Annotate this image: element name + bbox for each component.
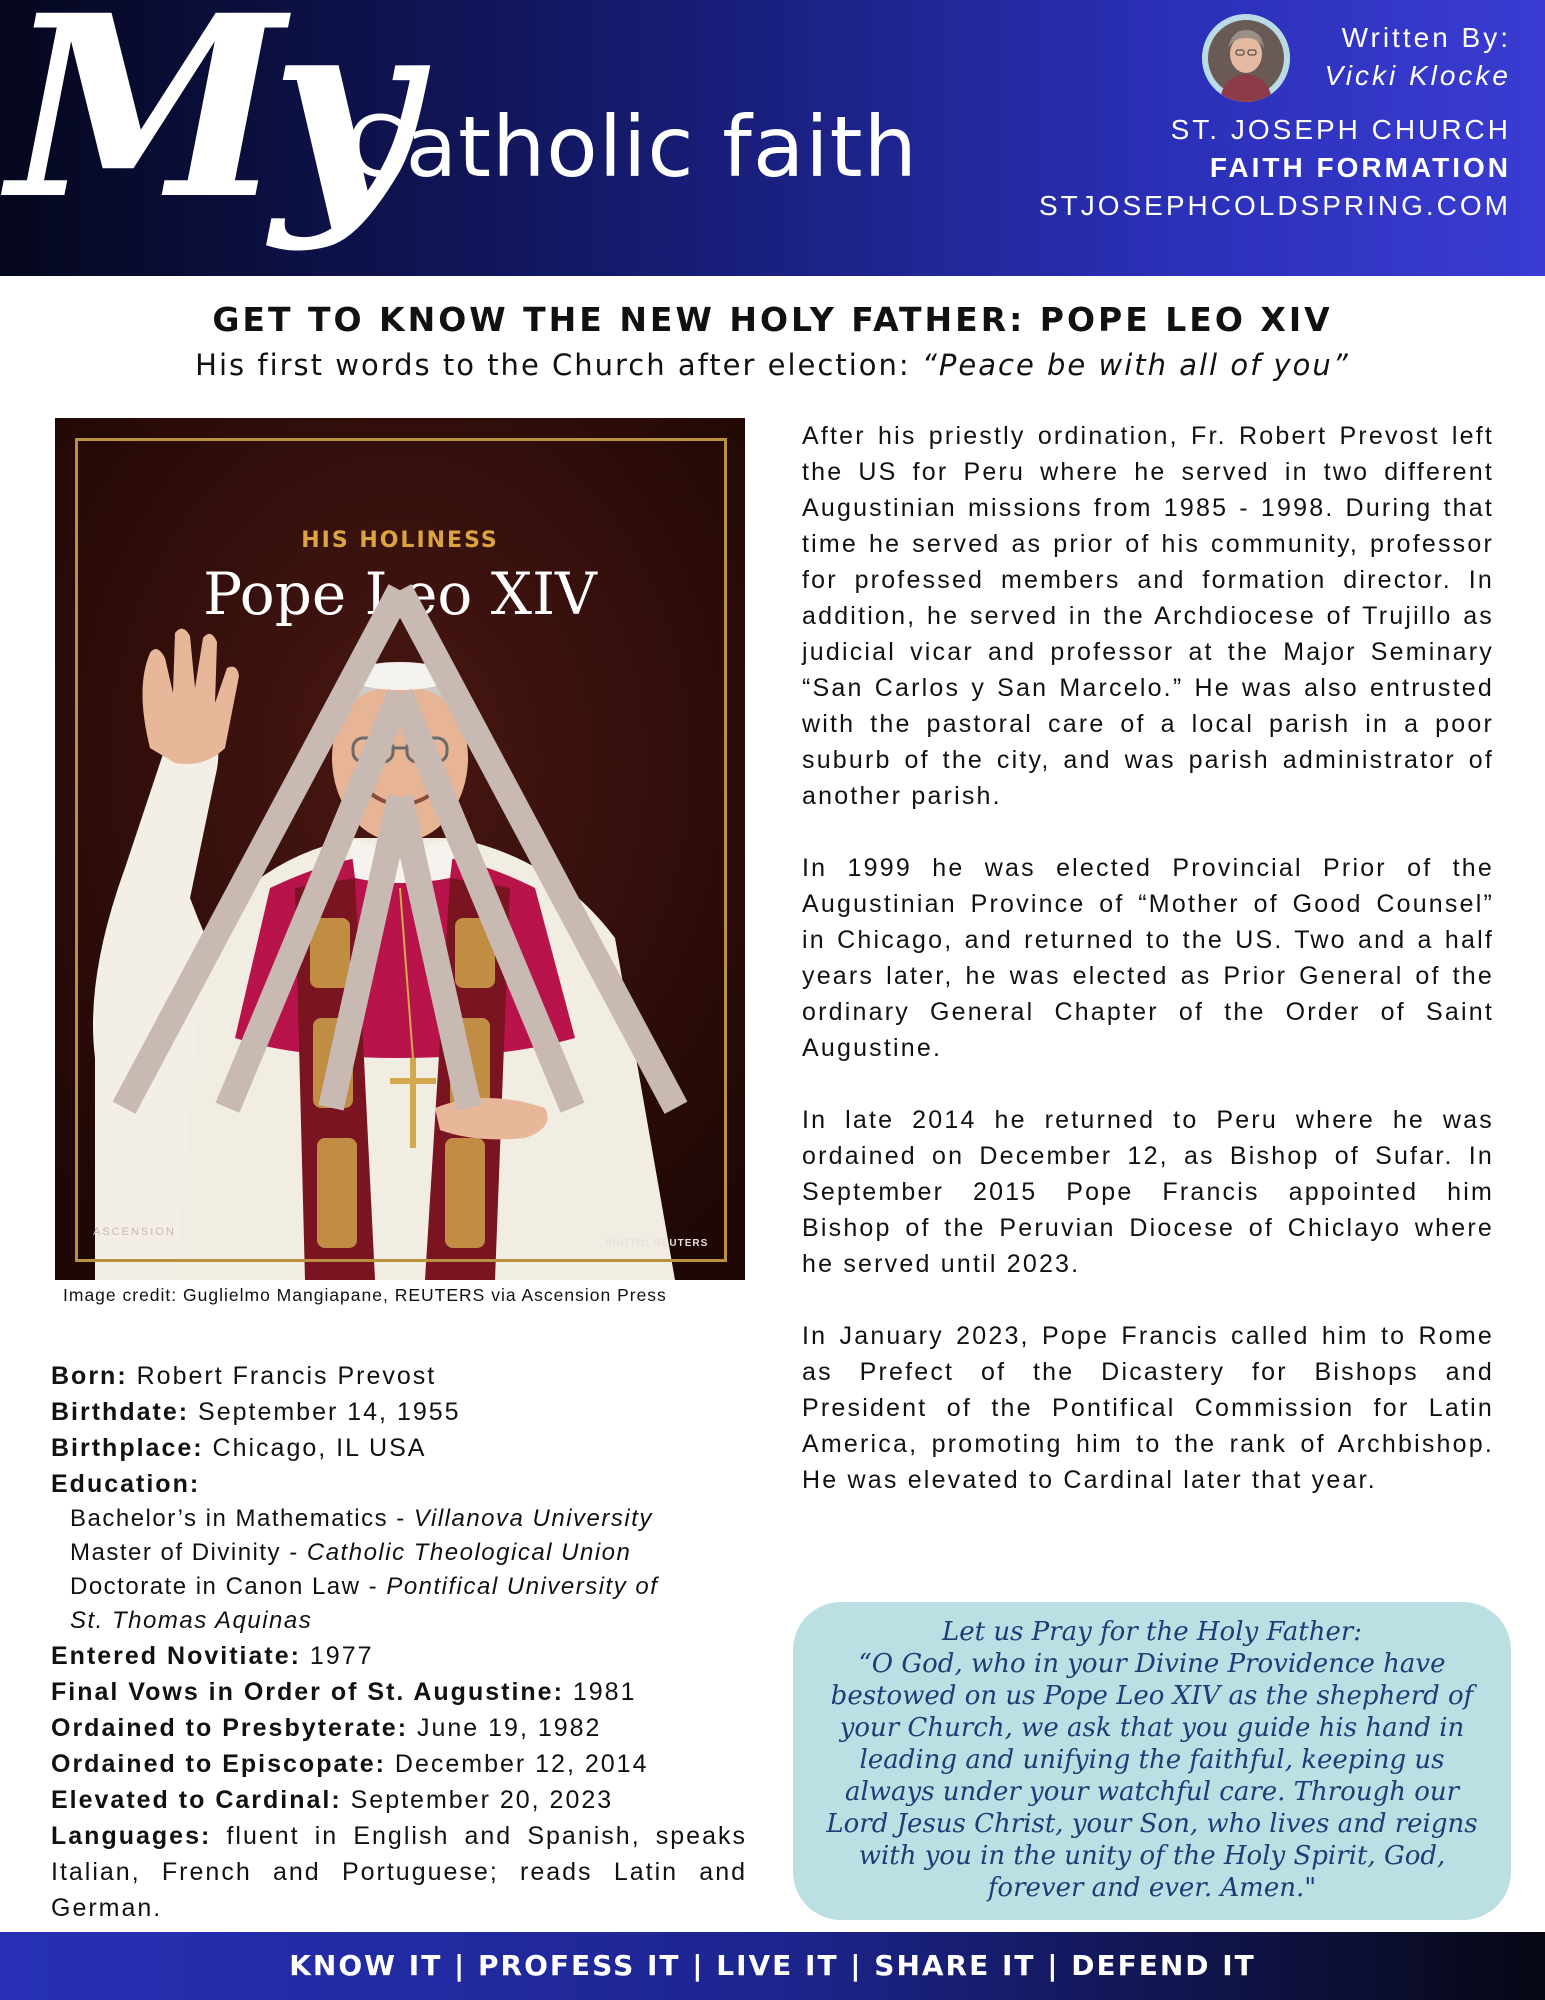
fact-value: December 12, 2014: [394, 1750, 649, 1778]
prayer-box: [793, 1602, 1511, 1920]
fact-value: September 14, 1955: [198, 1398, 461, 1426]
fact-label: Elevated to Cardinal:: [51, 1786, 342, 1814]
degree: Bachelor’s in Mathematics -: [70, 1505, 414, 1532]
footer-tagline: KNOW IT | PROFESS IT | LIVE IT | SHARE IT | DEFEND IT: [0, 1932, 1545, 2000]
education-item: [51, 1570, 747, 1604]
fact-value: fluent in English and Spanish, speaks Italian, French and Portuguese; reads Latin and German.: [51, 1822, 747, 1922]
fact-value: June 19, 1982: [416, 1714, 602, 1742]
fact-label: Languages:: [51, 1822, 212, 1850]
fact-label: Education:: [51, 1470, 201, 1498]
fact-label: Ordained to Presbyterate:: [51, 1714, 409, 1742]
fact-value: 1977: [309, 1642, 374, 1670]
logo-my: My: [8, 0, 402, 254]
school: Catholic Theological Union: [306, 1539, 632, 1566]
body-paragraph: In late 2014 he returned to Peru where he was ordained on December 12, as Bishop of Sufar. In September 2015 Pope Francis appointed him Bishop of the Peruvian Diocese of Chiclayo where he served until 2023.: [802, 1106, 1494, 1278]
education-item: [51, 1604, 747, 1638]
prayer-text: “O God, who in your Divine Providence have bestowed on us Pope Leo XIV as the shepherd of your Church, we ask that you guide his hand in leading and unifying the faithful, keeping us always under your watchful care. Through our Lord Jesus Christ, your Son, who lives and reigns with you in the unity of the Holy Spirit, God, forever and ever. Amen.": [826, 1649, 1478, 1903]
fact-born: [51, 1358, 747, 1394]
author-name: Vicki Klocke: [1324, 60, 1511, 91]
fact-label: Final Vows in Order of St. Augustine:: [51, 1678, 564, 1706]
fact-label: Birthplace:: [51, 1434, 204, 1462]
portrait-brand: ASCENSION: [93, 1226, 176, 1238]
body-paragraph: After his priestly ordination, Fr. Robert Prevost left the US for Peru where he served in two different Augustinian missions from 1985 - 1998. During that time he served as prior of his community, professor for professed members and formation director. In addition, he served in the Archdiocese of Trujillo as judicial vicar and professor at the Major Seminary “San Carlos y San Marcelo.” He was also entrusted with the pastoral care of a local parish in a poor suburb of the city, and was parish administrator of another parish.: [802, 422, 1494, 810]
school: Pontifical University of: [386, 1573, 659, 1600]
education-item: [51, 1502, 747, 1536]
education-item: [51, 1536, 747, 1570]
program-name: FAITH FORMATION: [1209, 152, 1511, 183]
fact-presbyterate: [51, 1710, 747, 1746]
article-subtitle: [0, 348, 1545, 382]
fact-vows: [51, 1674, 747, 1710]
pope-portrait-image: [55, 418, 745, 1280]
fact-languages: [51, 1818, 747, 1926]
school: Villanova University: [413, 1505, 653, 1532]
fact-birthplace: [51, 1430, 747, 1466]
author-photo-icon: [1202, 14, 1290, 102]
fact-value: 1981: [572, 1678, 637, 1706]
subtitle-quote: “Peace be with all of you”: [921, 348, 1350, 382]
logo-text: Catholic faith: [346, 98, 918, 196]
fact-label: Ordained to Episcopate:: [51, 1750, 386, 1778]
fact-novitiate: [51, 1638, 747, 1674]
author-avatar: [1202, 14, 1290, 102]
written-by-label: Written By:: [1341, 22, 1511, 53]
subtitle-prefix: His first words to the Church after election:: [195, 348, 922, 382]
photo-tag: PHOTO: REUTERS: [605, 1238, 709, 1249]
fact-label: Entered Novitiate:: [51, 1642, 301, 1670]
fact-value: Robert Francis Prevost: [136, 1362, 437, 1390]
image-caption: Image credit: Guglielmo Mangiapane, REUTERS via Ascension Press: [63, 1285, 667, 1305]
portrait-kicker: HIS HOLINESS: [301, 528, 499, 553]
ascension-logo-icon: [55, 418, 745, 1280]
prayer-heading: Let us Pray for the Holy Father:: [941, 1617, 1363, 1647]
fact-label: Born:: [51, 1362, 128, 1390]
header-banner: [0, 0, 1545, 276]
fact-label: Birthdate:: [51, 1398, 190, 1426]
biography-facts: [51, 1358, 747, 1926]
degree: Doctorate in Canon Law -: [70, 1573, 387, 1600]
portrait-title: Pope Leo XIV: [203, 560, 597, 628]
school: St. Thomas Aquinas: [70, 1607, 313, 1634]
body-paragraph: In January 2023, Pope Francis called him to Rome as Prefect of the Dicastery for Bishops and President of the Pontifical Commission for Latin America, promoting him to the rank of Archbishop. He was elevated to Cardinal later that year.: [802, 1322, 1494, 1494]
fact-episcopate: [51, 1746, 747, 1782]
biography-body: [802, 418, 1494, 1498]
article-title: GET TO KNOW THE NEW HOLY FATHER: POPE LEO XIV: [212, 300, 1333, 339]
fact-education: [51, 1466, 747, 1502]
fact-cardinal: [51, 1782, 747, 1818]
church-name: ST. JOSEPH CHURCH: [1170, 114, 1511, 145]
degree: Master of Divinity -: [70, 1539, 307, 1566]
body-paragraph: In 1999 he was elected Provincial Prior of the Augustinian Province of “Mother of Good Counsel” in Chicago, and returned to the US. Two and a half years later, he was elected as Prior General of the ordinary General Chapter of the Order of Saint Augustine.: [802, 854, 1494, 1062]
website-link[interactable]: STJOSEPHCOLDSPRING.COM: [1038, 190, 1511, 221]
fact-value: September 20, 2023: [350, 1786, 614, 1814]
fact-value: Chicago, IL USA: [212, 1434, 427, 1462]
fact-birthdate: [51, 1394, 747, 1430]
